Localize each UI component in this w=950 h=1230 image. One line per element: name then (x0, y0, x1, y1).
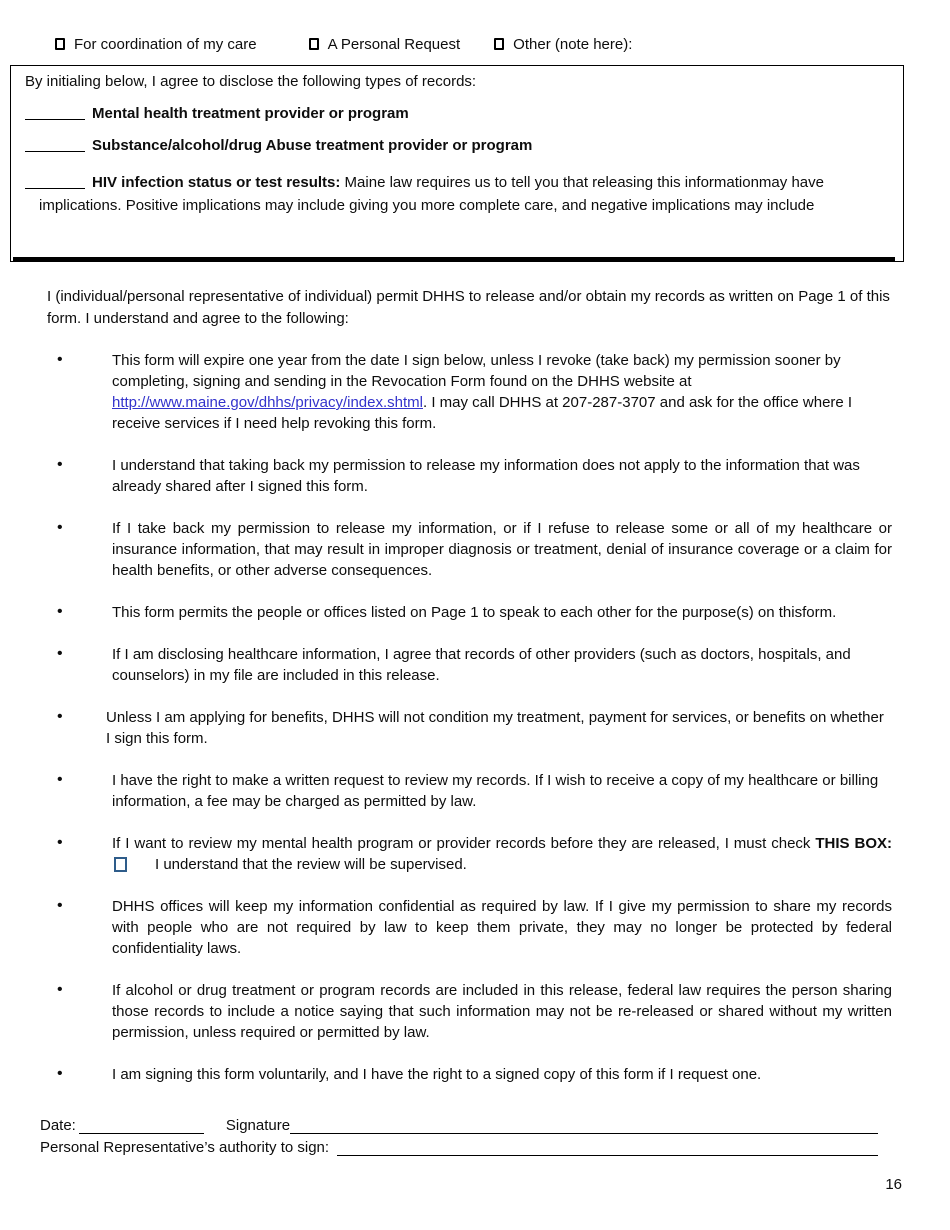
disclosure-intro: By initialing below, I agree to disclose the following types of records: (25, 73, 477, 90)
bullet-text: If I take back my permission to release my information, or if I refuse to release some or all of my healthcare or insurance information, that may result in improper diagnosis or treatment, denial of insurance coverage or a claim for health benefits, or other adverse consequences. (112, 520, 892, 579)
bullet-text: I have the right to make a written request to review my records. If I wish to receive a copy of my healthcare or billing information, a fee may be charged as permitted by law. (112, 772, 879, 810)
bullet-written-request (40, 770, 892, 812)
bullet-text: DHHS offices will keep my information confidential as required by law. If I give my permission to share my records with people who are not required by law to keep them private, they may no longer be protected by federal confidentiality laws. (112, 898, 892, 957)
option-personal-request[interactable] (309, 36, 461, 53)
disclosure-item-hiv (25, 171, 889, 217)
supervised-review-checkbox[interactable] (114, 857, 127, 872)
representative-authority-field[interactable] (337, 1140, 878, 1156)
bullet-confidentiality (40, 896, 892, 959)
bullet-expiration (40, 350, 892, 434)
bullet-text: Unless I am applying for benefits, DHHS will not condition my treatment, payment for services, or benefits on whether I sign this form. (106, 709, 884, 747)
disclosure-item-label: Substance/alcohol/drug Abuse treatment provider or program (92, 137, 533, 154)
initials-blank[interactable] (25, 138, 85, 152)
option-label: Other (note here): (513, 35, 633, 53)
bullet-text: I understand that the review will be supervised. (155, 856, 467, 873)
option-label: For coordination of my care (74, 35, 257, 53)
disclosure-box (10, 65, 904, 262)
initials-blank[interactable] (25, 175, 85, 189)
bullet-text: If I want to review my mental health program or provider records before they are released, I must check (112, 835, 816, 852)
this-box-colon: : (887, 835, 893, 852)
date-field[interactable] (79, 1118, 204, 1134)
signature-label: Signature (225, 1117, 291, 1134)
bullet-other-providers (40, 644, 892, 686)
bullet-text: This form will expire one year from the date I sign below, unless I revoke (take back) my permission sooner by completing, signing and sending in the Revocation Form found on the DHHS website at (112, 352, 841, 390)
date-label: Date: (40, 1117, 76, 1134)
representative-label: Personal Representative’s authority to sign: (40, 1139, 330, 1156)
bullet-supervised-review (40, 833, 892, 875)
option-label: A Personal Request (327, 35, 461, 53)
bullet-federal-law-notice (40, 980, 892, 1043)
revocation-form-link[interactable]: http://www.maine.gov/dhhs/privacy/index.shtml (112, 394, 423, 411)
bullet-text: If I am disclosing healthcare information, I agree that records of other providers (such as doctors, hospitals, and counselors) in my file are included in this release. (112, 646, 851, 684)
agreement-bullet-list (40, 350, 892, 1085)
disclosure-item-label: Mental health treatment provider or program (92, 105, 409, 122)
this-box-label: THIS BOX (815, 835, 888, 852)
bullet-voluntary-signing (40, 1064, 892, 1085)
disclosure-item-substance-abuse (25, 137, 889, 154)
representative-row (40, 1134, 878, 1156)
bullet-text: . I may call DHHS at 207-287-3707 and ask for the office where I receive services if I need help revoking this form. (112, 394, 853, 432)
disclosure-item-mental-health (25, 105, 889, 122)
initials-blank[interactable] (25, 106, 85, 120)
bullet-refusal-consequences (40, 518, 892, 581)
bullet-text: This form permits the people or offices listed on Page 1 to speak to each other for the purpose(s) on thisform. (112, 604, 837, 621)
bullet-no-conditioning (40, 707, 892, 749)
checkbox-icon[interactable] (55, 38, 65, 50)
signature-field[interactable] (290, 1118, 878, 1134)
checkbox-icon[interactable] (309, 38, 319, 50)
disclosure-item-label: HIV infection status or test results: (92, 174, 341, 191)
checkbox-icon[interactable] (494, 38, 504, 50)
page-number: 16 (885, 1176, 902, 1193)
bullet-text: I understand that taking back my permission to release my information does not apply to the information that was already shared after I signed this form. (112, 457, 860, 495)
signature-section (40, 1112, 878, 1156)
date-signature-row (40, 1112, 878, 1134)
agreement-section (40, 286, 892, 1085)
option-other[interactable] (494, 36, 632, 53)
option-coordination-of-care[interactable] (55, 36, 257, 53)
purpose-options-row (0, 0, 950, 55)
bullet-speak-to-each-other (40, 602, 892, 623)
disclosure-item-text: Maine law requires us to tell you that releasing this informationmay have implications. Positive implications may include giving you more complete care, and negative implications may include (39, 174, 824, 214)
bullet-revocation-limits (40, 455, 892, 497)
bullet-text: If alcohol or drug treatment or program records are included in this release, federal law requires the person sharing those records to include a notice saying that such information may not be re-released or shared without my written permission, unless required or permitted by law. (112, 982, 892, 1041)
agreement-intro: I (individual/personal representative of individual) permit DHHS to release and/or obtain my records as written on Page 1 of this form. I understand and agree to the following: (47, 288, 890, 327)
bullet-text: I am signing this form voluntarily, and I have the right to a signed copy of this form if I request one. (112, 1066, 762, 1083)
